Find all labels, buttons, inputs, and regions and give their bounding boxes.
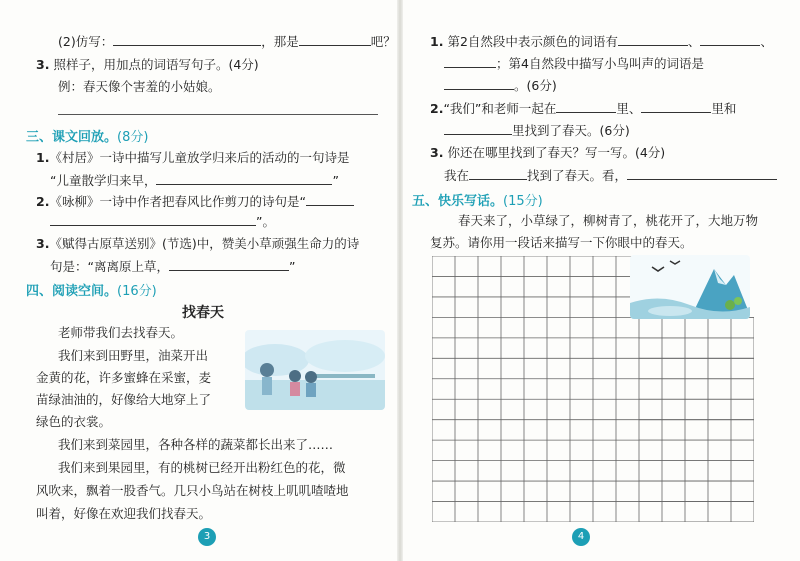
blank[interactable] bbox=[641, 100, 711, 113]
blank[interactable] bbox=[113, 33, 261, 46]
blank[interactable] bbox=[469, 167, 527, 180]
page-number: 4 bbox=[572, 528, 590, 546]
passage-p2-line: 绿色的衣裳。 bbox=[36, 414, 112, 429]
passage-p4-line: 叫着，好像在欢迎我们找春天。 bbox=[36, 506, 212, 521]
blank[interactable] bbox=[556, 100, 616, 113]
passage-p4-line: 风吹来，飘着一股香气。几只小鸟站在树枝上叽叽喳喳地 bbox=[36, 483, 349, 498]
passage-p1: 老师带我们去找春天。 bbox=[58, 325, 184, 340]
r-q1-line3: 。(6分) bbox=[444, 77, 557, 94]
s3-q3-line2: 句是：“离离原上草， ” bbox=[50, 259, 296, 274]
answer-line[interactable] bbox=[58, 114, 378, 115]
r-q3-line2: 我在 找到了春天。看， bbox=[444, 167, 777, 184]
s3-q1-line2: “儿童散学归来早， ” bbox=[50, 173, 339, 188]
blank[interactable] bbox=[444, 55, 496, 68]
passage-p2-line: 我们来到田野里，油菜开出 bbox=[58, 348, 209, 363]
s3-q1: 1.《村居》一诗中描写儿童放学归来后的活动的一句诗是 bbox=[36, 150, 350, 165]
s3-q2: 2.《咏柳》一诗中作者把春风比作剪刀的诗句是“ bbox=[36, 193, 354, 210]
section-3-title: 三、课文回放。(8分) bbox=[26, 130, 149, 145]
blank[interactable] bbox=[156, 172, 332, 185]
s3-q2-line2: ”。 bbox=[50, 213, 275, 230]
r-q3: 3. 你还在哪里找到了春天？写一写。(4分) bbox=[430, 145, 666, 160]
q2-sub2: (2)仿写： ，那是 吧？ bbox=[58, 34, 396, 49]
blank[interactable] bbox=[306, 193, 354, 206]
q3-example: 例：春天像个害羞的小姑娘。 bbox=[58, 79, 221, 94]
blank[interactable] bbox=[444, 77, 514, 90]
children-field-illustration bbox=[245, 330, 385, 410]
s3-q3: 3.《赋得古原草送别》(节选)中，赞美小草顽强生命力的诗 bbox=[36, 236, 360, 251]
q3: 3. 照样子，用加点的词语写句子。(4分) bbox=[36, 57, 259, 72]
passage-p2-line: 金黄的花，许多蜜蜂在采蜜，麦 bbox=[36, 370, 212, 385]
r-q1: 1. 第2自然段中表示颜色的词语有 、 、 bbox=[430, 34, 773, 49]
section-4-title: 四、阅读空间。(16分) bbox=[26, 284, 157, 299]
passage-title: 找春天 bbox=[182, 305, 224, 321]
passage-p3: 我们来到菜园里，各种各样的蔬菜都长出来了…… bbox=[58, 437, 334, 452]
blank[interactable] bbox=[618, 33, 688, 46]
blank[interactable] bbox=[444, 122, 512, 135]
writing-prompt-line: 春天来了，小草绿了，柳树青了，桃花开了，大地万物 bbox=[458, 213, 759, 228]
section-5-title: 五、快乐写话。(15分) bbox=[412, 194, 543, 209]
writing-prompt-line: 复苏。请你用一段话来描写一下你眼中的春天。 bbox=[430, 235, 693, 250]
spring-landscape-illustration bbox=[630, 255, 750, 319]
page-number: 3 bbox=[198, 528, 216, 546]
r-q1-line2: ；第4自然段中描写小鸟叫声的词语是 bbox=[444, 55, 704, 72]
blank[interactable] bbox=[700, 33, 760, 46]
blank[interactable] bbox=[299, 33, 371, 46]
passage-p4-line: 我们来到果园里，有的桃树已经开出粉红色的花，微 bbox=[58, 460, 346, 475]
passage-p2-line: 苗绿油油的，好像给大地穿上了 bbox=[36, 392, 212, 407]
blank[interactable] bbox=[627, 167, 777, 180]
r-q2-line2: 里找到了春天。(6分) bbox=[444, 122, 630, 139]
blank[interactable] bbox=[50, 213, 256, 226]
blank[interactable] bbox=[169, 258, 289, 271]
r-q2: 2.“我们”和老师一起在 里、 里和 bbox=[430, 101, 737, 116]
